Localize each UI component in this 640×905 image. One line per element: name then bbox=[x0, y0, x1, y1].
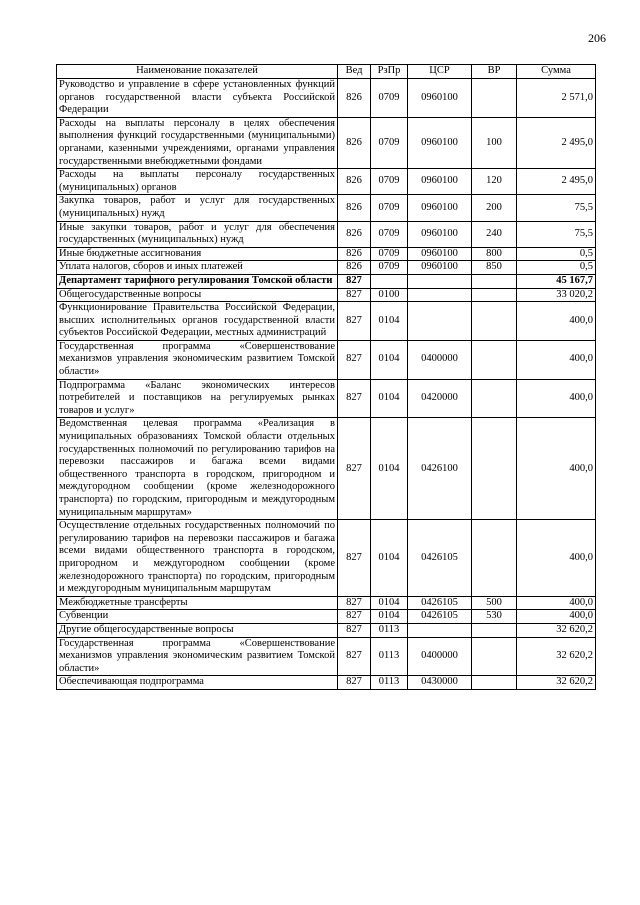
cell-vr bbox=[472, 288, 517, 302]
cell-ved: 826 bbox=[338, 195, 371, 221]
cell-vr bbox=[472, 79, 517, 118]
cell-sum: 75,5 bbox=[517, 221, 596, 247]
table-row bbox=[57, 676, 596, 690]
cell-sum: 400,0 bbox=[517, 520, 596, 597]
cell-csr bbox=[408, 623, 472, 637]
cell-ved: 827 bbox=[338, 623, 371, 637]
cell-rzpr: 0100 bbox=[371, 288, 408, 302]
cell-name: Другие общегосударственные вопросы bbox=[57, 623, 338, 637]
cell-vr bbox=[472, 520, 517, 597]
cell-rzpr: 0104 bbox=[371, 340, 408, 379]
cell-name: Обеспечивающая подпрограмма bbox=[57, 676, 338, 690]
table-row bbox=[57, 418, 596, 520]
cell-rzpr: 0104 bbox=[371, 379, 408, 418]
cell-csr: 0960100 bbox=[408, 247, 472, 261]
cell-rzpr: 0709 bbox=[371, 247, 408, 261]
table-row bbox=[57, 302, 596, 341]
cell-rzpr: 0104 bbox=[371, 302, 408, 341]
cell-ved: 826 bbox=[338, 117, 371, 168]
table-row bbox=[57, 79, 596, 118]
cell-sum: 32 620,2 bbox=[517, 623, 596, 637]
cell-sum: 45 167,7 bbox=[517, 274, 596, 288]
cell-rzpr: 0113 bbox=[371, 676, 408, 690]
cell-rzpr: 0104 bbox=[371, 610, 408, 624]
cell-ved: 826 bbox=[338, 169, 371, 195]
cell-sum: 400,0 bbox=[517, 302, 596, 341]
cell-rzpr: 0104 bbox=[371, 520, 408, 597]
table-row bbox=[57, 117, 596, 168]
header-name: Наименование показателей bbox=[57, 65, 338, 79]
cell-ved: 826 bbox=[338, 261, 371, 275]
cell-sum: 400,0 bbox=[517, 340, 596, 379]
cell-csr bbox=[408, 288, 472, 302]
cell-ved: 827 bbox=[338, 596, 371, 610]
cell-ved: 827 bbox=[338, 610, 371, 624]
cell-vr bbox=[472, 274, 517, 288]
cell-vr bbox=[472, 418, 517, 520]
cell-sum: 33 020,2 bbox=[517, 288, 596, 302]
budget-table bbox=[56, 64, 596, 690]
cell-csr bbox=[408, 274, 472, 288]
table-row bbox=[57, 379, 596, 418]
cell-name: Функционирование Правительства Российской Федерации, высших исполнительных органов государственной власти субъектов Российской Федерации, местных администраций bbox=[57, 302, 338, 341]
table-row bbox=[57, 288, 596, 302]
cell-vr: 200 bbox=[472, 195, 517, 221]
cell-sum: 32 620,2 bbox=[517, 637, 596, 676]
cell-name: Уплата налогов, сборов и иных платежей bbox=[57, 261, 338, 275]
table-row bbox=[57, 247, 596, 261]
cell-vr bbox=[472, 379, 517, 418]
cell-rzpr: 0113 bbox=[371, 637, 408, 676]
cell-ved: 827 bbox=[338, 418, 371, 520]
cell-name: Ведомственная целевая программа «Реализация в муниципальных образованиях Томской области отдельных государственных полномочий по регулированию тарифов на перевозки пассажиров и багажа всеми видами общественного транспорта в городском, пригородном и междугородном сообщении (кроме железнодорожного транспорта) по городским, пригородным и междугородным муниципальным маршрутам» bbox=[57, 418, 338, 520]
cell-vr bbox=[472, 623, 517, 637]
table-row bbox=[57, 637, 596, 676]
cell-sum: 75,5 bbox=[517, 195, 596, 221]
cell-name: Государственная программа «Совершенствование механизмов управления экономическим развитием Томской области» bbox=[57, 340, 338, 379]
page-number: 206 bbox=[588, 31, 606, 45]
cell-vr: 120 bbox=[472, 169, 517, 195]
table-body bbox=[57, 79, 596, 690]
table-row bbox=[57, 169, 596, 195]
cell-name: Закупка товаров, работ и услуг для государственных (муниципальных) нужд bbox=[57, 195, 338, 221]
cell-rzpr: 0709 bbox=[371, 79, 408, 118]
cell-vr bbox=[472, 676, 517, 690]
cell-name: Департамент тарифного регулирования Томской области bbox=[57, 274, 338, 288]
cell-name: Руководство и управление в сфере установленных функций органов государственной власти субъекта Российской Федерации bbox=[57, 79, 338, 118]
cell-sum: 400,0 bbox=[517, 418, 596, 520]
cell-csr: 0400000 bbox=[408, 340, 472, 379]
cell-ved: 827 bbox=[338, 302, 371, 341]
table-row bbox=[57, 623, 596, 637]
cell-ved: 827 bbox=[338, 379, 371, 418]
cell-sum: 2 495,0 bbox=[517, 169, 596, 195]
cell-csr: 0426105 bbox=[408, 520, 472, 597]
cell-sum: 32 620,2 bbox=[517, 676, 596, 690]
cell-name: Иные бюджетные ассигнования bbox=[57, 247, 338, 261]
cell-vr: 100 bbox=[472, 117, 517, 168]
cell-vr: 500 bbox=[472, 596, 517, 610]
cell-name: Иные закупки товаров, работ и услуг для обеспечения государственных (муниципальных) нужд bbox=[57, 221, 338, 247]
cell-vr bbox=[472, 637, 517, 676]
cell-name: Расходы на выплаты персоналу в целях обеспечения выполнения функций государственными (муниципальными) органами, казенными учреждениями, органами управления государственными внебюджетными фондами bbox=[57, 117, 338, 168]
cell-csr: 0426105 bbox=[408, 596, 472, 610]
cell-csr: 0420000 bbox=[408, 379, 472, 418]
cell-ved: 826 bbox=[338, 247, 371, 261]
cell-ved: 827 bbox=[338, 288, 371, 302]
cell-ved: 827 bbox=[338, 637, 371, 676]
cell-ved: 827 bbox=[338, 340, 371, 379]
cell-vr: 530 bbox=[472, 610, 517, 624]
cell-ved: 827 bbox=[338, 676, 371, 690]
cell-rzpr bbox=[371, 274, 408, 288]
cell-ved: 826 bbox=[338, 221, 371, 247]
cell-csr: 0960100 bbox=[408, 261, 472, 275]
cell-ved: 826 bbox=[338, 79, 371, 118]
cell-rzpr: 0709 bbox=[371, 169, 408, 195]
cell-sum: 0,5 bbox=[517, 247, 596, 261]
header-csr: ЦСР bbox=[408, 65, 472, 79]
cell-csr: 0960100 bbox=[408, 79, 472, 118]
cell-name: Подпрограмма «Баланс экономических интересов потребителей и поставщиков на регулируемых рынках товаров и услуг» bbox=[57, 379, 338, 418]
cell-sum: 400,0 bbox=[517, 596, 596, 610]
cell-csr bbox=[408, 302, 472, 341]
cell-name: Субвенции bbox=[57, 610, 338, 624]
cell-vr bbox=[472, 340, 517, 379]
cell-csr: 0960100 bbox=[408, 169, 472, 195]
cell-csr: 0960100 bbox=[408, 221, 472, 247]
cell-name: Расходы на выплаты персоналу государственных (муниципальных) органов bbox=[57, 169, 338, 195]
cell-vr: 240 bbox=[472, 221, 517, 247]
header-vr: ВР bbox=[472, 65, 517, 79]
table-row bbox=[57, 596, 596, 610]
cell-sum: 2 495,0 bbox=[517, 117, 596, 168]
cell-name: Межбюджетные трансферты bbox=[57, 596, 338, 610]
cell-name: Осуществление отдельных государственных полномочий по регулированию тарифов на перевозки пассажиров и багажа всеми видами общественного транспорта в городском, пригородном и междугородном сообщении (кроме железнодорожного транспорта) по городским, пригородным и междугородным муниципальным маршрутам bbox=[57, 520, 338, 597]
header-ved: Вед bbox=[338, 65, 371, 79]
cell-ved: 827 bbox=[338, 520, 371, 597]
cell-rzpr: 0709 bbox=[371, 221, 408, 247]
table-row bbox=[57, 340, 596, 379]
cell-name: Государственная программа «Совершенствование механизмов управления экономическим развитием Томской области» bbox=[57, 637, 338, 676]
cell-csr: 0960100 bbox=[408, 117, 472, 168]
table-row bbox=[57, 610, 596, 624]
table-row bbox=[57, 195, 596, 221]
cell-ved: 827 bbox=[338, 274, 371, 288]
cell-rzpr: 0104 bbox=[371, 596, 408, 610]
header-sum: Сумма bbox=[517, 65, 596, 79]
cell-rzpr: 0104 bbox=[371, 418, 408, 520]
table-row bbox=[57, 221, 596, 247]
cell-vr bbox=[472, 302, 517, 341]
cell-csr: 0400000 bbox=[408, 637, 472, 676]
cell-sum: 0,5 bbox=[517, 261, 596, 275]
cell-rzpr: 0709 bbox=[371, 195, 408, 221]
cell-sum: 2 571,0 bbox=[517, 79, 596, 118]
table-row bbox=[57, 261, 596, 275]
table-row bbox=[57, 520, 596, 597]
header-rzpr: РзПр bbox=[371, 65, 408, 79]
cell-csr: 0426100 bbox=[408, 418, 472, 520]
cell-csr: 0426105 bbox=[408, 610, 472, 624]
cell-rzpr: 0113 bbox=[371, 623, 408, 637]
cell-sum: 400,0 bbox=[517, 379, 596, 418]
cell-name: Общегосударственные вопросы bbox=[57, 288, 338, 302]
table-header-row bbox=[57, 65, 596, 79]
cell-vr: 800 bbox=[472, 247, 517, 261]
cell-sum: 400,0 bbox=[517, 610, 596, 624]
cell-csr: 0430000 bbox=[408, 676, 472, 690]
cell-vr: 850 bbox=[472, 261, 517, 275]
cell-rzpr: 0709 bbox=[371, 117, 408, 168]
cell-rzpr: 0709 bbox=[371, 261, 408, 275]
table-row bbox=[57, 274, 596, 288]
cell-csr: 0960100 bbox=[408, 195, 472, 221]
